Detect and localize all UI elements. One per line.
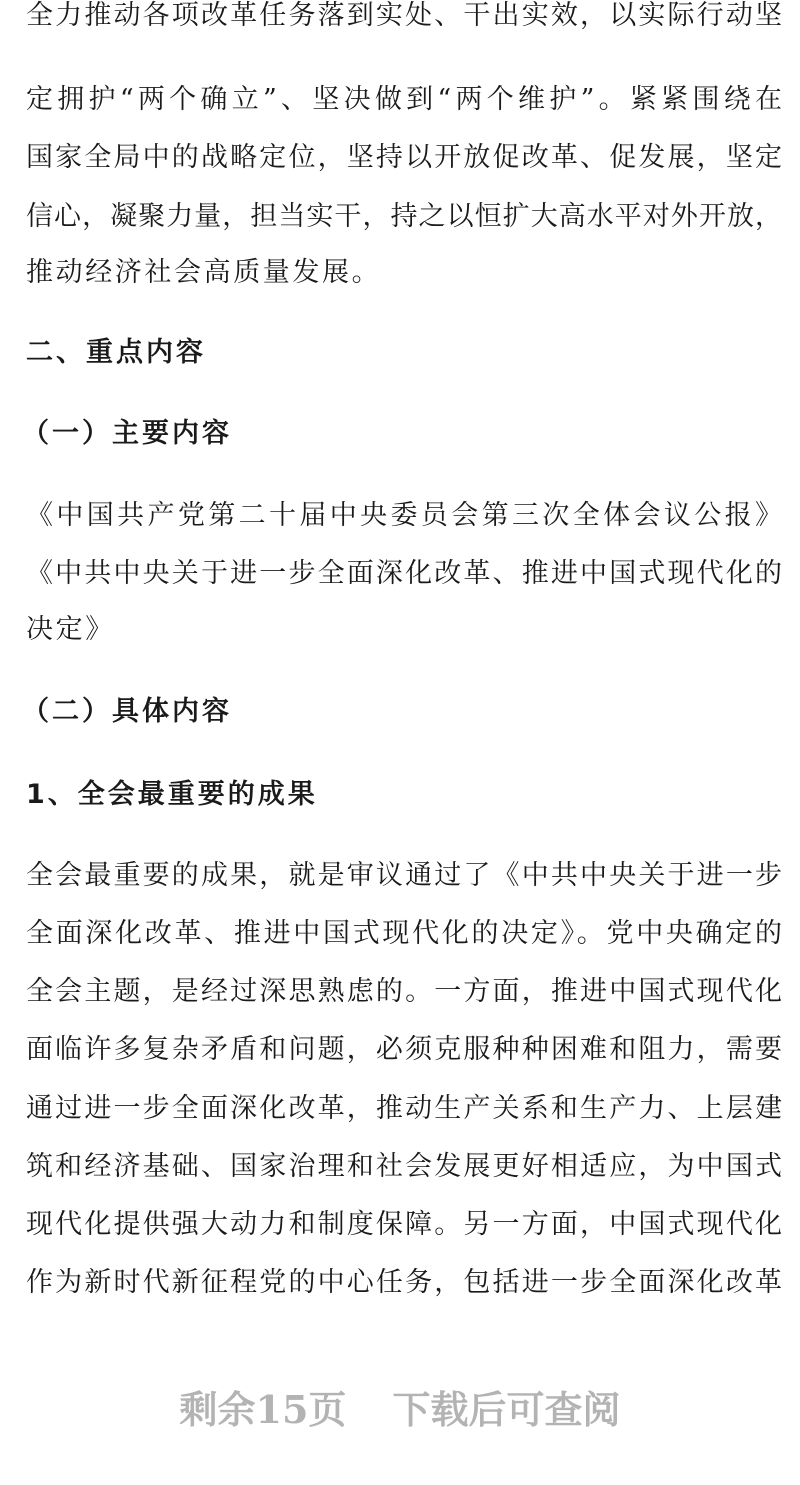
document-title-line: 《中国共产党第二十届中央委员会第三次全体会议公报》 [26, 500, 782, 531]
body-text-line: 定拥护“两个确立”、坚决做到“两个维护”。紧紧围绕在 [26, 84, 782, 115]
body-text-line: 作为新时代新征程党的中心任务，包括进一步全面深化改革 [26, 1267, 782, 1298]
body-text-line: 全面深化改革、推进中国式现代化的决定》。党中央确定的 [26, 918, 782, 949]
download-to-view-text[interactable]: 下载后可查阅 [392, 1387, 621, 1432]
body-text-line: 筑和经济基础、国家治理和社会发展更好相适应，为中国式 [26, 1151, 782, 1182]
body-text-line: 通过进一步全面深化改革，推动生产关系和生产力、上层建 [26, 1093, 782, 1124]
body-text-line: 全会最重要的成果，就是审议通过了《中共中央关于进一步 [26, 860, 782, 891]
body-text-line: 信心，凝聚力量，担当实干，持之以恒扩大高水平对外开放， [26, 201, 782, 232]
body-text-line: 全会主题，是经过深思熟虑的。一方面，推进中国式现代化 [26, 976, 782, 1007]
body-text-line: 全力推动各项改革任务落到实处、干出实效，以实际行动坚 [26, 0, 782, 31]
body-text-line: 现代化提供强大动力和制度保障。另一方面，中国式现代化 [26, 1209, 782, 1240]
download-prompt[interactable] [0, 1380, 800, 1440]
subsection-heading: （二）具体内容 [22, 696, 232, 727]
section-heading: 二、重点内容 [26, 337, 206, 368]
document-title-line: 决定》 [26, 614, 115, 645]
document-title-line: 《中共中央关于进一步全面深化改革、推进中国式现代化的 [26, 558, 782, 589]
body-text-line: 面临许多复杂矛盾和问题，必须克服种种困难和阻力，需要 [26, 1034, 782, 1065]
body-text-line: 国家全局中的战略定位，坚持以开放促改革、促发展，坚定 [26, 142, 782, 173]
subsection-heading: （一）主要内容 [22, 418, 232, 449]
item-heading: 1、全会最重要的成果 [26, 779, 318, 810]
remaining-pages-text: 剩余15页 [179, 1387, 347, 1432]
body-text-line: 推动经济社会高质量发展。 [26, 257, 382, 288]
